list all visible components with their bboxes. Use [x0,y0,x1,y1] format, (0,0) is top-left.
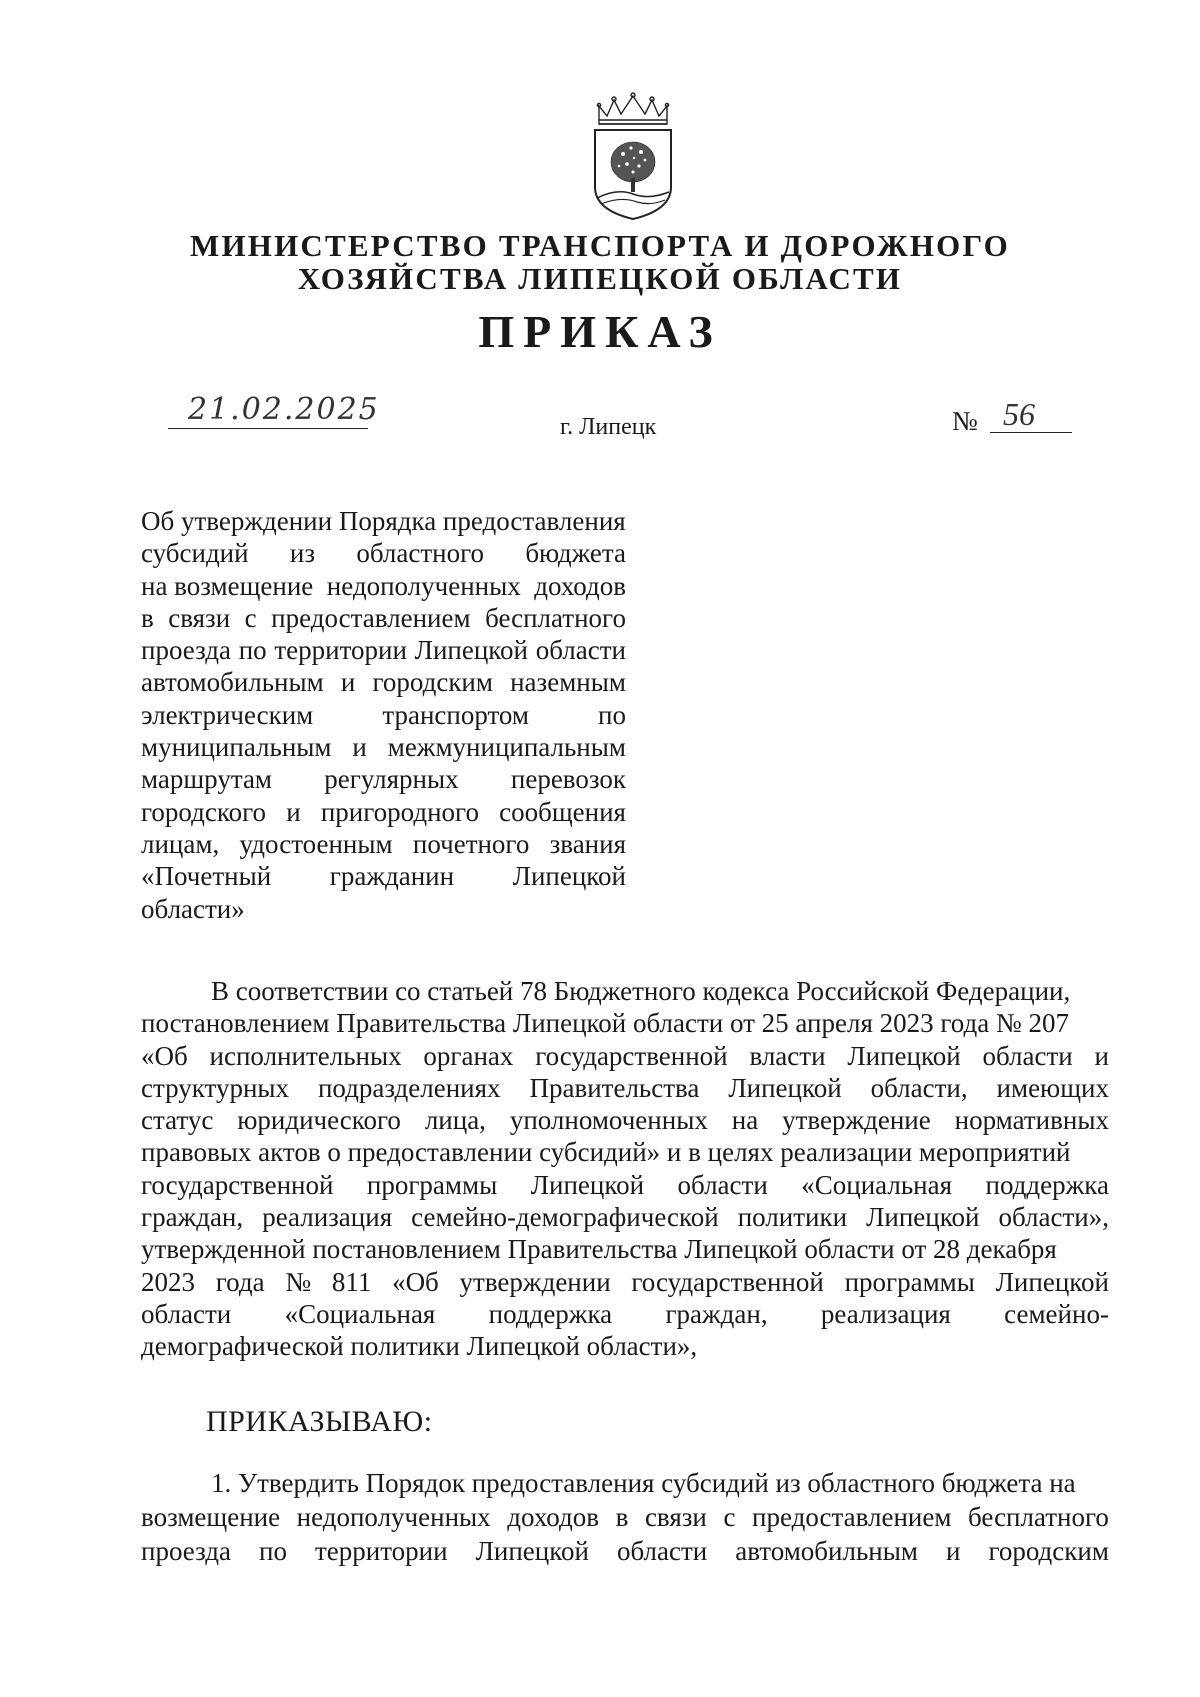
word: и [286,796,301,827]
preamble-paragraph [141,975,1109,1363]
text-line [141,1298,1109,1330]
text-line [141,505,626,537]
word: Правительства [529,1072,700,1103]
word: и [1094,1040,1109,1071]
word: власти [749,1040,826,1071]
word: и [340,667,356,698]
text-line [141,975,1109,1007]
number-underline [990,432,1072,433]
word: доходов [534,570,626,601]
word: предоставлением [752,1502,952,1532]
text-line [141,1233,1109,1265]
text-line [141,893,626,925]
word: Липецкой [728,1072,842,1103]
word: области [616,1536,708,1566]
word: на [731,1105,759,1136]
order-subject [141,505,626,925]
word: семейно-демографической [411,1202,719,1233]
text-line [141,763,626,795]
word: с [723,1502,736,1532]
word: Липецкой [414,635,528,666]
word: с [244,602,257,633]
word: возмещение [141,1502,281,1532]
text-line [141,699,626,731]
word: государственной [141,1169,334,1200]
word: области [982,1040,1073,1071]
word: реализация [262,1202,393,1233]
word: области [677,1169,768,1200]
order-number: 56 [1003,396,1035,432]
word: № [285,1266,312,1297]
number-sign: № [952,406,978,436]
word: наземным [510,667,626,698]
word: бесплатного [485,602,626,633]
word: юридического [237,1105,401,1136]
word: сообщения [499,796,626,827]
word: удостоенным [239,828,393,859]
word: постановлением Правительства Липецкой области от 25 апреля 2023 года № 207 [141,1008,1069,1039]
word: предоставлением [271,602,471,633]
word: 2023 [141,1266,195,1297]
text-line [141,1534,1109,1568]
word: субсидий [141,538,249,569]
word: проезда [141,1536,231,1566]
text-line [141,731,626,763]
text-line [141,1201,1109,1233]
word: почетного [412,828,530,859]
clause-1-paragraph [141,1466,1109,1568]
word: электрическим [141,699,314,730]
word: утверждение [782,1105,931,1136]
word: «Социальная [284,1298,436,1329]
word: В соответствии со статьей 78 Бюджетного кодекса Российской Федерации, [211,976,1071,1006]
text-line [141,1136,1109,1168]
text-line [141,1104,1109,1136]
word: и [352,732,367,763]
word: статус [141,1105,214,1136]
word: связи [644,1502,707,1532]
document-type-title: ПРИКАЗ [478,306,722,357]
text-line [141,537,626,569]
word: имеющих [996,1072,1109,1103]
word: исполнительных [209,1040,402,1071]
word: доходов [507,1502,599,1532]
word: Липецкой [847,1040,961,1071]
word: области [535,635,626,666]
word: правовых актов о предоставлении субсидий» и в целях реализации мероприятий [141,1137,1071,1168]
word: программы [366,1169,498,1200]
word: органах [423,1040,514,1071]
text-line [141,796,626,828]
text-line [141,860,626,892]
word: поддержка [488,1298,613,1329]
word: Об утверждении Порядка предоставления [141,506,626,536]
word: «Социальная [801,1169,953,1200]
word: подразделениях [317,1072,501,1103]
word: Липецкой [866,1202,980,1233]
word: граждан, [665,1298,768,1329]
text-line [141,570,626,602]
order-date: 21.02.2025 [188,392,380,427]
word: 811 [331,1266,372,1297]
word: по [238,635,267,666]
word: нормативных [954,1105,1109,1136]
word: области [141,1298,232,1329]
word: недополученных [326,570,521,601]
word: автомобильным [735,1536,918,1566]
word: регулярных [324,764,459,795]
word: городским [988,1536,1109,1566]
word: структурных [141,1072,290,1103]
text-line [141,1330,1109,1362]
word: территории [314,1536,448,1566]
word: городского [141,796,266,827]
ministry-name-line2: ХОЗЯЙСТВА ЛИПЕЦКОЙ ОБЛАСТИ [297,261,903,296]
word: транспортом [382,699,529,730]
word: перевозок [510,764,626,795]
word: Липецкой [475,1536,589,1566]
word: звания [549,828,626,859]
word: лицам, [141,828,220,859]
word: маршрутам [141,764,273,795]
word: пригородного [320,796,479,827]
word: «Об [141,1040,188,1071]
word: утвержденной постановлением Правительства Липецкой области от 28 декабря [141,1234,1057,1265]
word: и [945,1536,961,1566]
text-line [141,1040,1109,1072]
word: области» [141,893,245,924]
word: по [598,699,626,730]
word: 1. Утвердить Порядок предоставления субсидий из областного бюджета на [211,1468,1076,1498]
word: лица, [424,1105,486,1136]
word: недополученных [296,1502,491,1532]
text-line [141,666,626,698]
word: Липецкой [995,1266,1109,1297]
word: государственной [535,1040,728,1071]
word: поддержка [985,1169,1109,1200]
word: политики [737,1202,848,1233]
text-line [141,1007,1109,1039]
ministry-name-line1: МИНИСТЕРСТВО ТРАНСПОРТА И ДОРОЖНОГО [190,228,1010,263]
word: областного [356,538,484,569]
text-line [141,602,626,634]
word: граждан, [141,1202,244,1233]
word: программы [844,1266,975,1297]
word: уполномоченных [509,1105,708,1136]
word: государственной [631,1266,824,1297]
text-line [141,1466,1109,1500]
word: межмуниципальным [387,732,626,763]
word: Липецкой [530,1169,645,1200]
date-underline [168,428,368,429]
word: территории [274,635,407,666]
text-line [141,1072,1109,1104]
word: «Об [392,1266,439,1297]
word: городским [372,667,493,698]
word: бесплатного [968,1502,1109,1532]
word: проезда [141,635,231,666]
word: семейно- [1004,1298,1109,1329]
word: из [289,538,316,569]
decree-word: ПРИКАЗЫВАЮ: [206,1405,433,1438]
word: связи [168,602,231,633]
lipetsk-coat-of-arms-icon [587,92,679,222]
word: муниципальным [141,732,332,763]
word: бюджета [525,538,626,569]
word: Липецкой [512,861,626,892]
word: «Почетный [141,861,272,892]
text-line [141,634,626,666]
text-line [141,1266,1109,1298]
word: в [615,1502,629,1532]
word: области», [998,1202,1109,1233]
city-label: г. Липецк [560,414,657,440]
text-line [141,828,626,860]
text-line [141,1169,1109,1201]
word: по [259,1536,287,1566]
word: года [215,1266,265,1297]
word: реализация [820,1298,951,1329]
text-line [141,1500,1109,1534]
word: демографической политики Липецкой области», [141,1331,698,1362]
word: на возмещение [141,570,314,601]
word: автомобильным [141,667,324,698]
word: утверждении [459,1266,611,1297]
word: гражданин [329,861,455,892]
word: области, [870,1072,968,1103]
word: в [141,602,154,633]
